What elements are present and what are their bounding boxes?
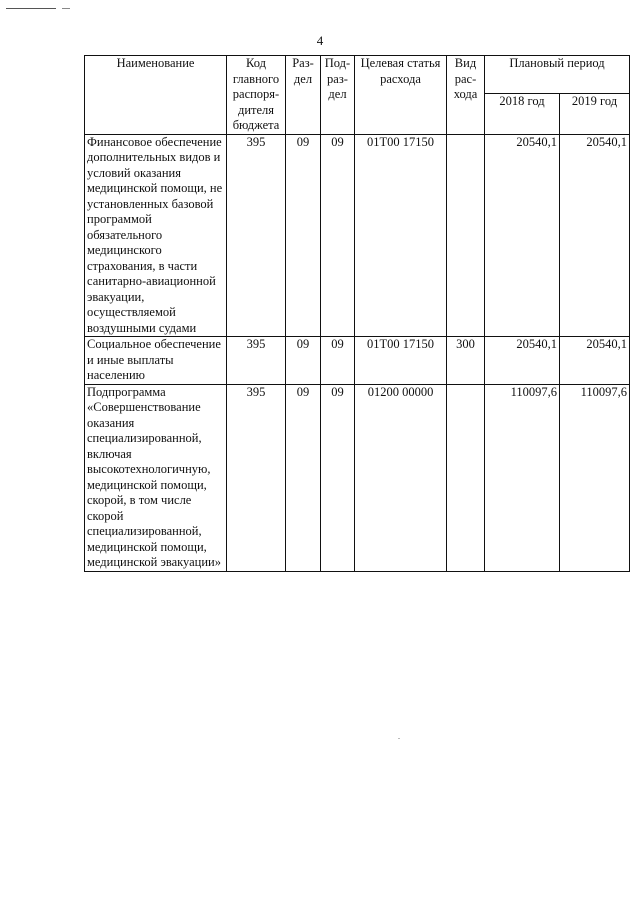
- row-article: 01200 00000: [355, 384, 447, 571]
- scan-artifact-dot: [62, 8, 70, 9]
- row-code: 395: [227, 337, 286, 385]
- row-name: Финансовое обеспечение дополнительных видов и условий оказания медицинской помощи, не установленных базовой программой обязательного медицинского страхования, в части санитарно-авиационной эвакуации, осуществляемой воздушными судами: [85, 134, 227, 337]
- header-section: Раз-дел: [286, 56, 321, 135]
- row-section: 09: [286, 134, 321, 337]
- header-code: Код главного распоря-дителя бюджета: [227, 56, 286, 135]
- row-subsection: 09: [321, 134, 355, 337]
- row-section: 09: [286, 337, 321, 385]
- header-expense-type: Вид рас-хода: [447, 56, 485, 135]
- row-name: Подпрограмма «Совершенствование оказания специализированной, включая высокотехнологичную, медицинской помощи, скорой, в том числе скорой специализированной, медицинской помощи, медицинской эвакуации»: [85, 384, 227, 571]
- header-name: Наименование: [85, 56, 227, 135]
- header-subsection: Под-раз-дел: [321, 56, 355, 135]
- row-2019: 110097,6: [560, 384, 630, 571]
- row-code: 395: [227, 134, 286, 337]
- row-article: 01Т00 17150: [355, 134, 447, 337]
- header-article: Целевая статья расхода: [355, 56, 447, 135]
- header-year-2019: 2019 год: [560, 94, 630, 134]
- row-code: 395: [227, 384, 286, 571]
- row-expense-type: [447, 384, 485, 571]
- row-expense-type: [447, 134, 485, 337]
- row-expense-type: 300: [447, 337, 485, 385]
- page-number: 4: [316, 33, 324, 48]
- row-2019: 20540,1: [560, 337, 630, 385]
- row-2018: 110097,6: [485, 384, 560, 571]
- row-section: 09: [286, 384, 321, 571]
- row-2018: 20540,1: [485, 134, 560, 337]
- table-row: [85, 134, 630, 337]
- row-2019: 20540,1: [560, 134, 630, 337]
- row-2018: 20540,1: [485, 337, 560, 385]
- budget-table: [84, 55, 630, 572]
- scan-speck: [398, 738, 400, 739]
- row-subsection: 09: [321, 337, 355, 385]
- scan-artifact-line: [6, 8, 56, 9]
- table-row: [85, 337, 630, 385]
- header-planned-period: Плановый период: [485, 56, 630, 94]
- row-name: Социальное обеспечение и иные выплаты населению: [85, 337, 227, 385]
- table-row: [85, 384, 630, 571]
- row-subsection: 09: [321, 384, 355, 571]
- row-article: 01Т00 17150: [355, 337, 447, 385]
- header-year-2018: 2018 год: [485, 94, 560, 134]
